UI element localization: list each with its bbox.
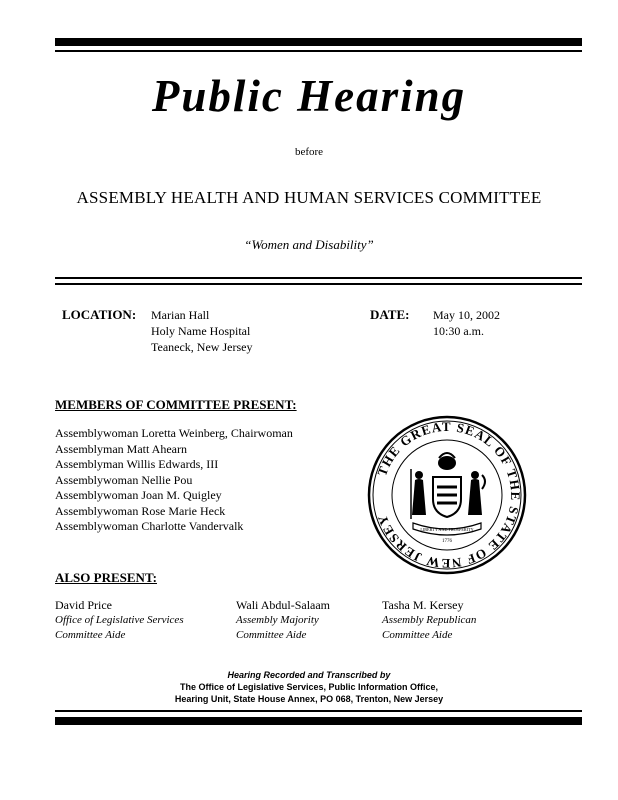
member-item: Assemblywoman Joan M. Quigley — [55, 488, 222, 502]
person-name: Tasha M. Kersey — [382, 598, 464, 612]
member-item: Assemblyman Matt Ahearn — [55, 441, 187, 456]
seal-year-text: 1776 — [442, 539, 452, 544]
person-role: Committee Aide — [236, 629, 307, 641]
also-present-person — [382, 598, 476, 643]
person-role: Committee Aide — [382, 629, 453, 641]
committee-name: ASSEMBLY HEALTH AND HUMAN SERVICES COMMITTEE — [76, 188, 542, 207]
footer-line: Hearing Unit, State House Annex, PO 068, Trenton, New Jersey — [174, 694, 444, 704]
location-line: Holy Name Hospital — [151, 324, 251, 338]
members-list — [55, 426, 293, 535]
bottom-rule-thick — [55, 717, 582, 725]
member-item: Assemblywoman Loretta Weinberg, Chairwoman — [55, 426, 293, 440]
date-label: DATE: — [370, 307, 410, 322]
seal-text: THE GREAT SEAL OF THE STATE OF NEW JERSEY — [374, 418, 524, 572]
also-present-person — [55, 598, 184, 643]
also-present-heading: ALSO PRESENT: — [55, 570, 157, 585]
member-item: Assemblywoman Nellie Pou — [55, 472, 193, 487]
person-role: Office of Legislative Services — [55, 614, 184, 626]
mid-rule-thin-2 — [55, 283, 582, 285]
before-text: before — [294, 146, 324, 158]
seal-ribbon-text: LIBERTY AND PROSPERITY — [420, 527, 474, 532]
also-present-person — [236, 598, 330, 643]
date-block — [433, 307, 500, 339]
member-item: Assemblywoman Rose Marie Heck — [55, 503, 226, 518]
top-rule-thick — [55, 38, 582, 46]
bottom-rule-thin — [55, 710, 582, 712]
members-heading: MEMBERS OF COMMITTEE PRESENT: — [55, 397, 297, 412]
date-line: 10:30 a.m. — [433, 324, 484, 338]
footer-line: The Office of Legislative Services, Public Information Office, — [179, 682, 439, 692]
state-seal-icon — [367, 415, 527, 575]
location-label: LOCATION: — [62, 307, 137, 322]
member-item: Assemblyman Willis Edwards, III — [55, 457, 219, 471]
location-line: Marian Hall — [151, 308, 210, 322]
transcription-credit — [0, 669, 618, 705]
page-title: Public Hearing — [151, 71, 467, 121]
location-block — [151, 307, 252, 355]
mid-rule-thin — [55, 277, 582, 279]
hearing-subject: “Women and Disability” — [244, 237, 374, 252]
date-line: May 10, 2002 — [433, 308, 500, 322]
person-role: Committee Aide — [55, 629, 126, 641]
member-item: Assemblywoman Charlotte Vandervalk — [55, 519, 244, 533]
location-line: Teaneck, New Jersey — [151, 340, 253, 354]
person-role: Assembly Majority — [236, 614, 319, 626]
footer-line: Hearing Recorded and Transcribed by — [227, 670, 391, 680]
person-name: Wali Abdul-Salaam — [236, 598, 331, 612]
person-role: Assembly Republican — [382, 614, 477, 626]
top-rule-thin — [55, 50, 582, 52]
person-name: David Price — [55, 598, 112, 612]
